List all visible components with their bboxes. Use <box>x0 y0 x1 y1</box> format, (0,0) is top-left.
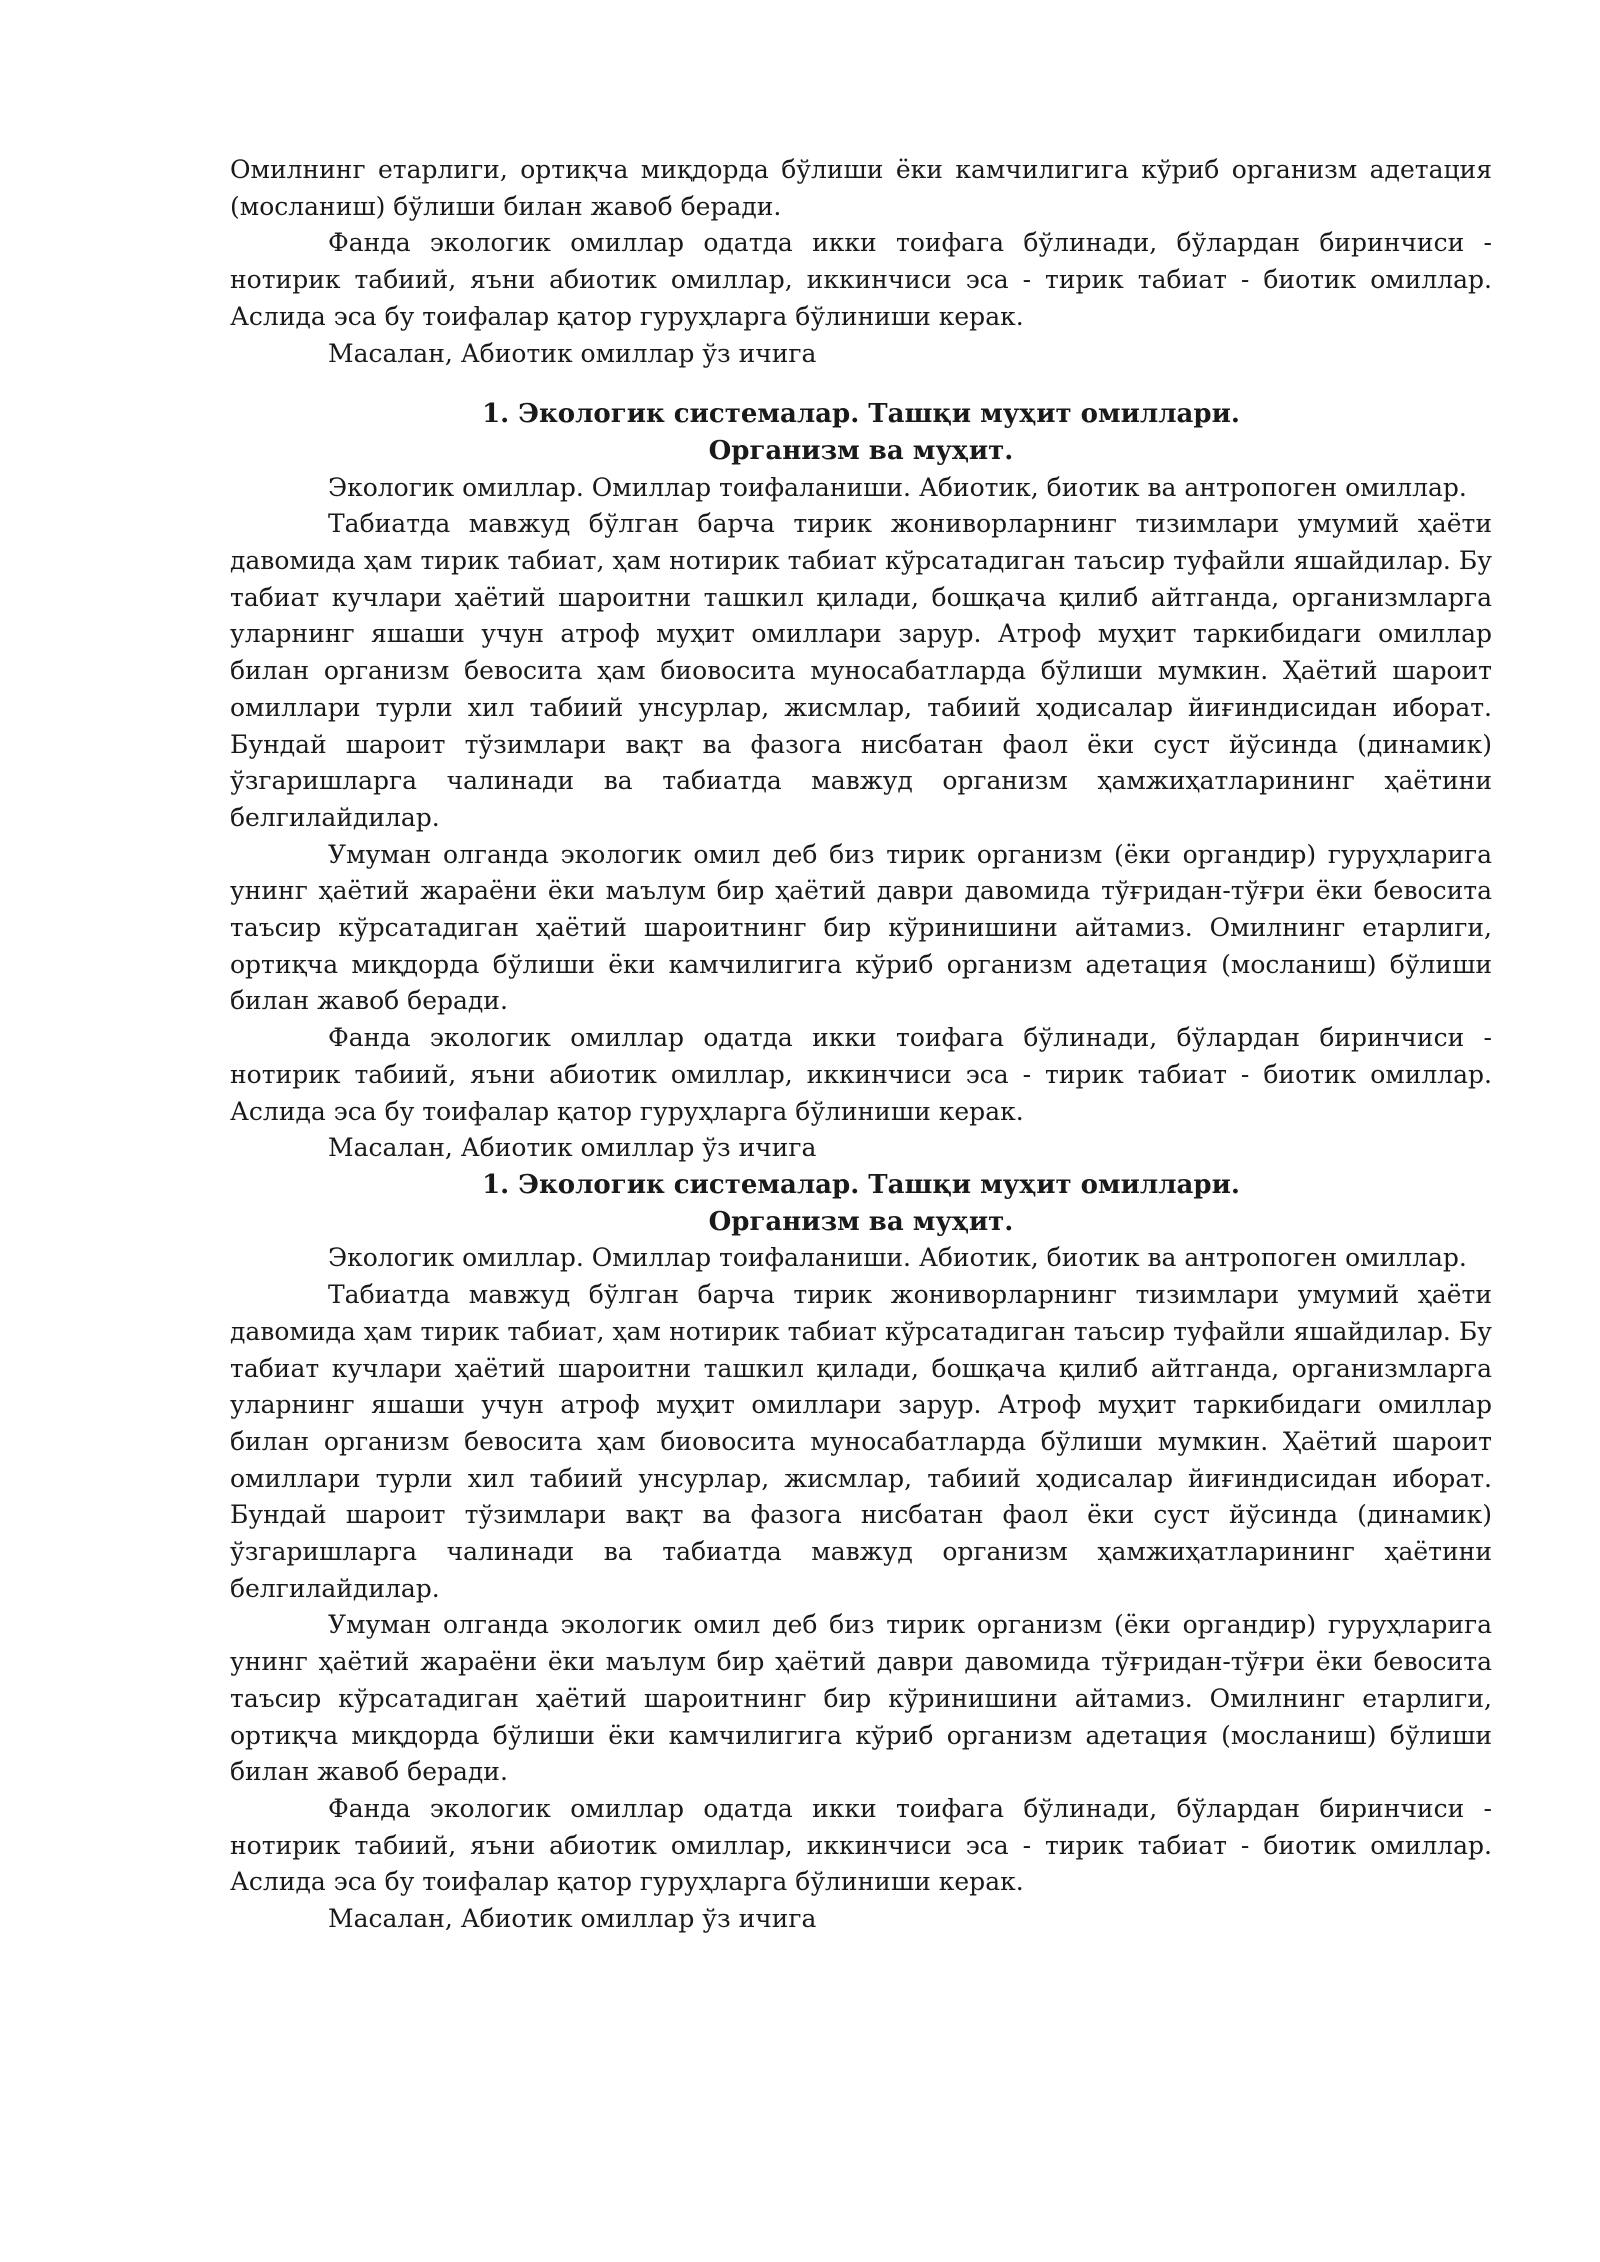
paragraph: Умуман олганда экологик омил деб биз тирик организм (ёки органдир) гуруҳларига унинг ҳаётий жараёни ёки маълум бир ҳаётий даври давомида тўғридан-тўғри ёки бевосита таъсир кўрсатадиган ҳаётий шароитнинг бир кўринишини айтамиз. Омилнинг етарлиги, ортиқча миқдорда бўлиши ёки камчилигига кўриб организм адетация (мосланиш) бўлиши билан жавоб беради. <box>230 839 1492 1016</box>
paragraph-continued: Омилнинг етарлиги, ортиқча миқдорда бўлиши ёки камчилигига кўриб организм адетация (мосланиш) бўлиши билан жавоб беради. <box>230 155 1492 221</box>
section-heading-subtitle: Организм ва муҳит. <box>708 435 1014 466</box>
section-spacer <box>230 372 1492 396</box>
document-body <box>230 152 1492 1938</box>
paragraph: Умуман олганда экологик омил деб биз тирик организм (ёки органдир) гуруҳларига унинг ҳаётий жараёни ёки маълум бир ҳаётий даври давомида тўғридан-тўғри ёки бевосита таъсир кўрсатадиган ҳаётий шароитнинг бир кўринишини айтамиз. Омилнинг етарлиги, ортиқча миқдорда бўлиши ёки камчилигига кўриб организм адетация (мосланиш) бўлиши билан жавоб беради. <box>230 1610 1492 1787</box>
paragraph: Фанда экологик омиллар одатда икки тоифага бўлинади, бўлардан биринчиси - нотирик табиий, яъни абиотик омиллар, иккинчиси эса - тирик табиат - биотик омиллар. Аслида эса бу тоифалар қатор гуруҳларга бўлиниши керак. <box>230 1023 1492 1126</box>
paragraph: Табиатда мавжуд бўлган барча тирик жониворларнинг тизимлари умумий ҳаёти давомида ҳам тирик табиат, ҳам нотирик табиат кўрсатадиган таъсир туфайли яшайдилар. Бу табиат кучлари ҳаётий шароитни ташкил қилади, бошқача қилиб айтганда, организмларга уларнинг яшаши учун атроф муҳит омиллари зарур. Атроф муҳит таркибидаги омиллар билан организм бевосита ҳам биовосита муносабатларда бўлиши мумкин. Ҳаётий шароит омиллари турли хил табиий унсурлар, жисмлар, табиий ҳодисалар йиғиндисидан иборат. Бундай шароит тўзимлари вақт ва фазога нисбатан фаол ёки суст йўсинда (динамик) ўзгаришларга чалинади ва табиатда мавжуд организм ҳамжиҳатларининг ҳаётини белгилайдилар. <box>230 1280 1492 1603</box>
section-heading-title: 1. Экологик системалар. Ташқи муҳит омиллари. <box>482 1169 1240 1200</box>
paragraph: Масалан, Абиотик омиллар ўз ичига <box>328 1904 817 1934</box>
section-heading-subtitle: Организм ва муҳит. <box>708 1206 1014 1237</box>
paragraph: Экологик омиллар. Омиллар тоифаланиши. Абиотик, биотик ва антропоген омиллар. <box>328 472 1467 502</box>
section-heading-title: 1. Экологик системалар. Ташқи муҳит омиллари. <box>482 399 1240 430</box>
paragraph: Фанда экологик омиллар одатда икки тоифага бўлинади, бўлардан биринчиси - нотирик табиий, яъни абиотик омиллар, иккинчиси эса - тирик табиат - биотик омиллар. Аслида эса бу тоифалар қатор гуруҳларга бўлиниши керак. <box>230 1793 1492 1897</box>
paragraph: Фанда экологик омиллар одатда икки тоифага бўлинади, бўлардан биринчиси - нотирик табиий, яъни абиотик омиллар, иккинчиси эса - тирик табиат - биотик омиллар. Аслида эса бу тоифалар қатор гуруҳларга бўлиниши керак. <box>230 228 1492 331</box>
paragraph: Табиатда мавжуд бўлган барча тирик жониворларнинг тизимлари умумий ҳаёти давомида ҳам тирик табиат, ҳам нотирик табиат кўрсатадиган таъсир туфайли яшайдилар. Бу табиат кучлари ҳаётий шароитни ташкил қилади, бошқача қилиб айтганда, организмларга уларнинг яшаши учун атроф муҳит омиллари зарур. Атроф муҳит таркибидаги омиллар билан организм бевосита ҳам биовосита муносабатларда бўлиши мумкин. Ҳаётий шароит омиллари турли хил табиий унсурлар, жисмлар, табиий ҳодисалар йиғиндисидан иборат. Бундай шароит тўзимлари вақт ва фазога нисбатан фаол ёки суст йўсинда (динамик) ўзгаришларга чалинади ва табиатда мавжуд организм ҳамжиҳатларининг ҳаётини белгилайдилар. <box>230 509 1492 832</box>
paragraph: Экологик омиллар. Омиллар тоифаланиши. Абиотик, биотик ва антропоген омиллар. <box>328 1243 1467 1273</box>
paragraph: Масалан, Абиотик омиллар ўз ичига <box>328 338 817 368</box>
paragraph: Масалан, Абиотик омиллар ўз ичига <box>328 1133 817 1163</box>
